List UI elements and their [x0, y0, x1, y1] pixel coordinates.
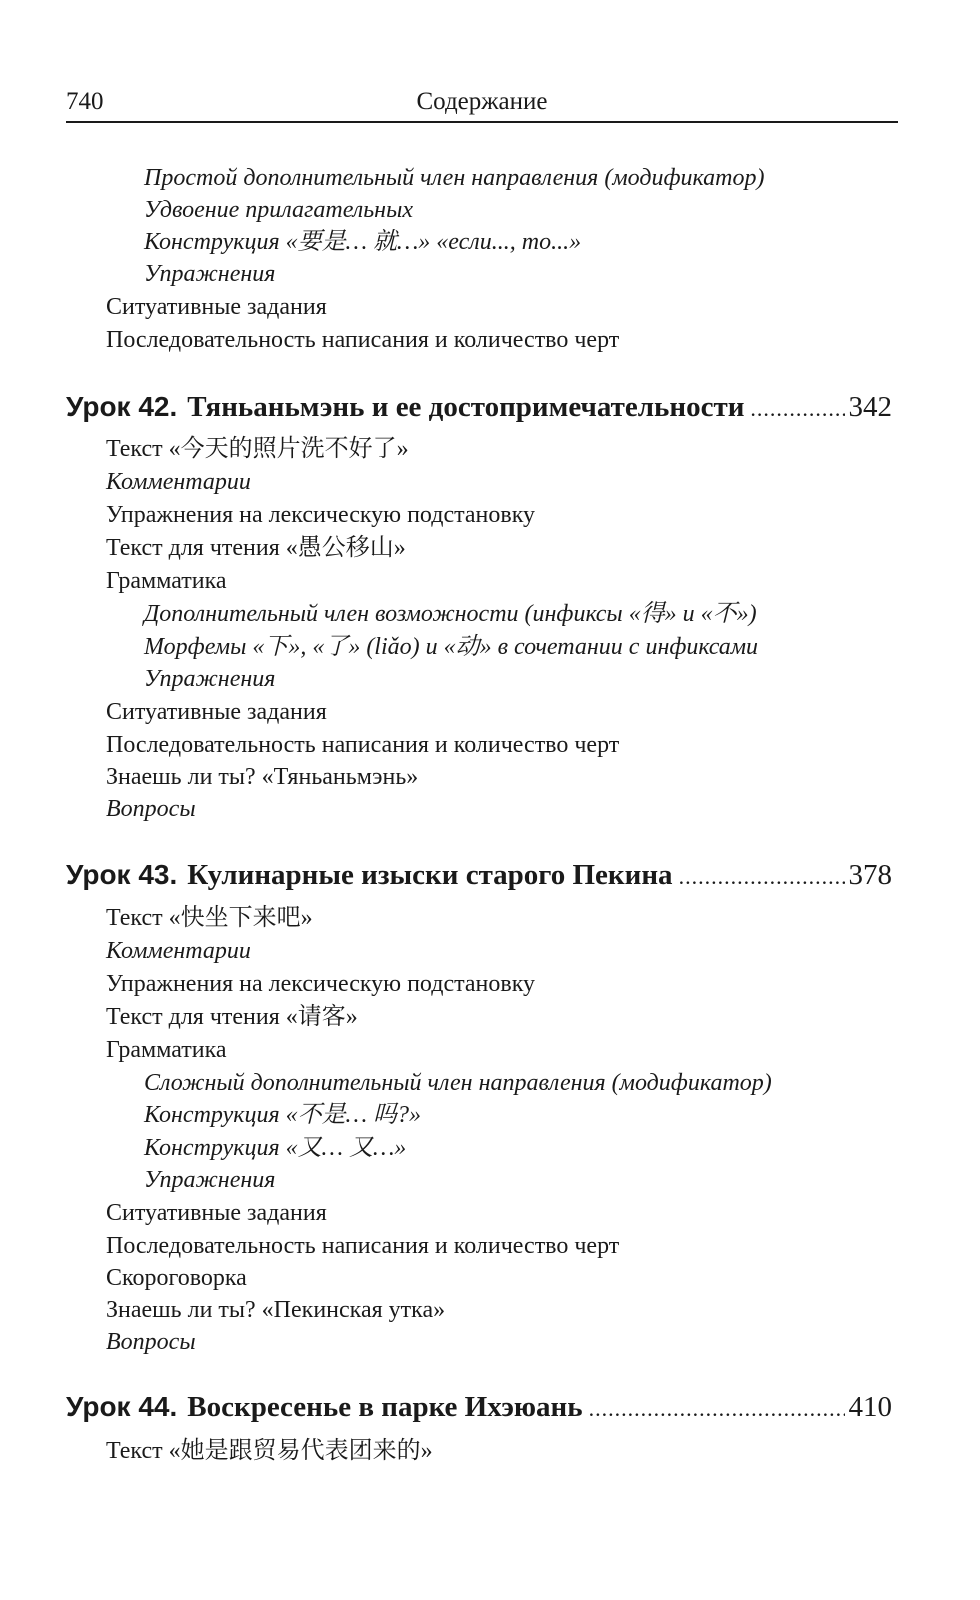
lesson-number: Урок 44. — [66, 1391, 178, 1422]
lesson-page: 378 — [848, 859, 892, 891]
toc-item: Последовательность написания и количество черт — [106, 327, 620, 353]
toc-item: Вопросы — [106, 796, 196, 822]
lesson-number: Урок 42. — [66, 391, 178, 422]
dot-leader — [750, 390, 844, 428]
lesson-42-heading — [66, 388, 892, 426]
toc-subitem: Сложный дополнительный член направления (модификатор) — [144, 1070, 772, 1096]
toc-item: Текст для чтения «请客» — [106, 1004, 358, 1030]
toc-item: Грамматика — [106, 1037, 227, 1063]
toc-subitem: Конструкция «不是… 吗?» — [144, 1102, 421, 1128]
toc-subitem: Конструкция «又… 又…» — [144, 1135, 407, 1161]
toc-item: Текст «今天的照片洗不好了» — [106, 436, 409, 462]
toc-item: Текст «她是跟贸易代表团来的» — [106, 1438, 433, 1464]
lesson-number: Урок 43. — [66, 859, 178, 890]
running-title: Содержание — [416, 88, 548, 115]
toc-item: Ситуативные задания — [106, 1200, 327, 1226]
lesson-44-heading — [66, 1388, 892, 1426]
lesson-title: Тяньаньмэнь и ее достопримечательности — [187, 391, 745, 423]
toc-item: Вопросы — [106, 1329, 196, 1355]
lesson-43-heading — [66, 856, 892, 894]
toc-subitem: Упражнения — [144, 1167, 276, 1193]
toc-item: Знаешь ли ты? «Тяньаньмэнь» — [106, 764, 419, 790]
toc-item: Последовательность написания и количество черт — [106, 732, 620, 758]
toc-item: Комментарии — [106, 938, 251, 964]
lesson-title: Кулинарные изыски старого Пекина — [187, 859, 673, 891]
header-rule — [66, 121, 898, 123]
toc-item: Грамматика — [106, 568, 227, 594]
toc-item: Упражнения на лексическую подстановку — [106, 502, 536, 528]
dot-leader — [679, 858, 845, 896]
dot-leader — [589, 1390, 845, 1428]
toc-item: Скороговорка — [106, 1265, 247, 1291]
toc-item: Ситуативные задания — [106, 699, 327, 725]
toc-subitem: Упражнения — [144, 261, 276, 287]
lesson-page: 342 — [848, 391, 892, 423]
toc-item: Текст «快坐下来吧» — [106, 905, 313, 931]
toc-subitem: Удвоение прилагательных — [144, 197, 413, 223]
toc-item: Текст для чтения «愚公移山» — [106, 535, 406, 561]
toc-subitem: Простой дополнительный член направления (модификатор) — [144, 165, 765, 191]
toc-item: Упражнения на лексическую подстановку — [106, 971, 536, 997]
toc-item: Знаешь ли ты? «Пекинская утка» — [106, 1297, 446, 1323]
toc-item: Последовательность написания и количество черт — [106, 1233, 620, 1259]
lesson-page: 410 — [848, 1391, 892, 1423]
lesson-title: Воскресенье в парке Ихэюань — [187, 1391, 583, 1423]
toc-subitem: Упражнения — [144, 666, 276, 692]
toc-item: Комментарии — [106, 469, 251, 495]
toc-item: Ситуативные задания — [106, 294, 327, 320]
page-number: 740 — [66, 88, 104, 115]
toc-subitem: Конструкция «要是… 就…» «если..., то...» — [144, 229, 582, 255]
toc-subitem: Морфемы «下», «了» (liǎo) и «动» в сочетании с инфиксами — [144, 634, 759, 660]
page-header — [66, 84, 898, 120]
toc-subitem: Дополнительный член возможности (инфиксы «得» и «不») — [144, 601, 757, 627]
